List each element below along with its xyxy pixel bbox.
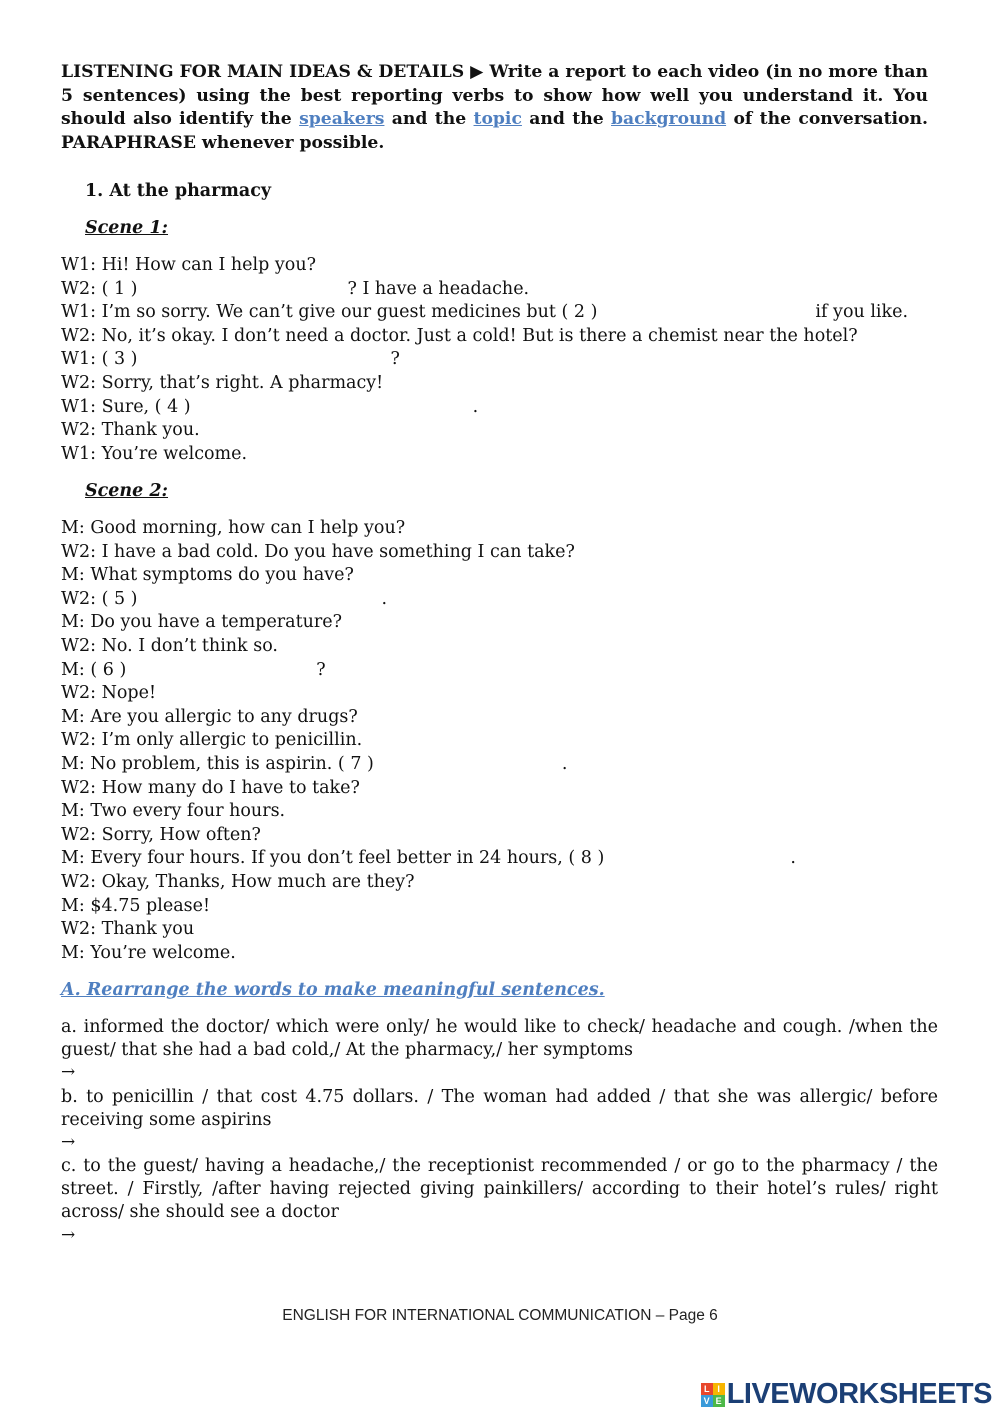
dialogue-line: M: $4.75 please!: [61, 895, 210, 916]
dialogue-line: W2: Nope!: [61, 683, 157, 704]
answer-arrow-icon: →: [61, 1132, 76, 1152]
scene-2-dialogue: [61, 517, 961, 965]
dialogue-line: W2: Okay, Thanks, How much are they?: [61, 871, 415, 892]
dialogue-line: W1: I’m so sorry. We can’t give our guest medicines but ( 2 ) if you like.: [61, 302, 909, 323]
dialogue-line: W2: I’m only allergic to penicillin.: [61, 730, 363, 751]
dialogue-line: M: Do you have a temperature?: [61, 612, 343, 633]
scene-1-dialogue: [61, 254, 961, 466]
dialogue-line: W2: Sorry, How often?: [61, 824, 261, 845]
section-title: 1. At the pharmacy: [85, 181, 272, 201]
rearrange-item-c: c. to the guest/ having a headache,/ the receptionist recommended / or go to the pharmacy / the street. / Firstly, /after having rejected giving painkillers/ according to their hotel’s rules/ right across/ she should see a doctor: [61, 1156, 938, 1223]
dialogue-line: W2: Thank you.: [61, 420, 200, 441]
brand-logo-icon: L I V E: [701, 1383, 725, 1407]
brand-name: LIVEWORKSHEETS: [726, 1378, 992, 1410]
topic-link[interactable]: topic: [473, 109, 522, 130]
dialogue-line: W2: Sorry, that’s right. A pharmacy!: [61, 372, 384, 393]
dialogue-line: M: ( 6 ) ?: [61, 659, 326, 680]
dialogue-line: W1: You’re welcome.: [61, 443, 248, 464]
dialogue-line: W1: Hi! How can I help you?: [61, 255, 316, 275]
dialogue-line: W2: I have a bad cold. Do you have something I can take?: [61, 541, 575, 562]
dialogue-line: W2: How many do I have to take?: [61, 777, 360, 798]
dialogue-line: M: Good morning, how can I help you?: [61, 518, 406, 538]
dialogue-line: W2: Thank you: [61, 919, 195, 940]
task-a-title: A. Rearrange the words to make meaningful sentences.: [61, 980, 605, 1000]
dialogue-line: W2: ( 5 ) .: [61, 588, 388, 609]
dialogue-line: M: Every four hours. If you don’t feel better in 24 hours, ( 8 ) .: [61, 848, 796, 869]
play-arrow-icon: ▶: [470, 62, 484, 82]
dialogue-line: M: You’re welcome.: [61, 942, 236, 963]
dialogue-line: W2: No, it’s okay. I don’t need a doctor. Just a cold! But is there a chemist near the hotel?: [61, 325, 858, 346]
scene-2-title: Scene 2:: [85, 481, 169, 501]
rearrange-item-b: b. to penicillin / that cost 4.75 dollars. / The woman had added / that she was allergic/ before receiving some aspirins: [61, 1087, 938, 1131]
speakers-link[interactable]: speakers: [299, 109, 385, 130]
page-footer: ENGLISH FOR INTERNATIONAL COMMUNICATION – Page 6: [282, 1307, 718, 1324]
liveworksheets-logo[interactable]: [701, 1378, 992, 1411]
rearrange-item-a: a. informed the doctor/ which were only/ he would like to check/ headache and cough. /when the guest/ that she had a bad cold,/ At the pharmacy,/ her symptoms: [61, 1017, 938, 1061]
answer-arrow-icon: →: [61, 1225, 76, 1245]
dialogue-line: W1: Sure, ( 4 ) .: [61, 396, 479, 417]
background-link[interactable]: background: [611, 109, 727, 130]
instructions-text: LISTENING FOR MAIN IDEAS & DETAILS: [61, 62, 471, 82]
instructions: LISTENING FOR MAIN IDEAS & DETAILS ▶ Write a report to each video (in no more than 5 sentences) using the best reporting verbs to show how well you understand it. You should also identify the speakers and the topic and the background of the conversation. PARAPHRASE whenever possible.: [61, 62, 929, 153]
answer-arrow-icon: →: [61, 1062, 76, 1082]
dialogue-line: W2: ( 1 ) ? I have a headache.: [61, 278, 530, 299]
dialogue-line: M: No problem, this is aspirin. ( 7 ) .: [61, 753, 568, 774]
scene-1-title: Scene 1:: [85, 218, 169, 238]
dialogue-line: W1: ( 3 ) ?: [61, 349, 400, 370]
dialogue-line: M: What symptoms do you have?: [61, 565, 354, 586]
dialogue-line: M: Two every four hours.: [61, 801, 286, 822]
dialogue-line: M: Are you allergic to any drugs?: [61, 706, 358, 727]
dialogue-line: W2: No. I don’t think so.: [61, 635, 278, 656]
